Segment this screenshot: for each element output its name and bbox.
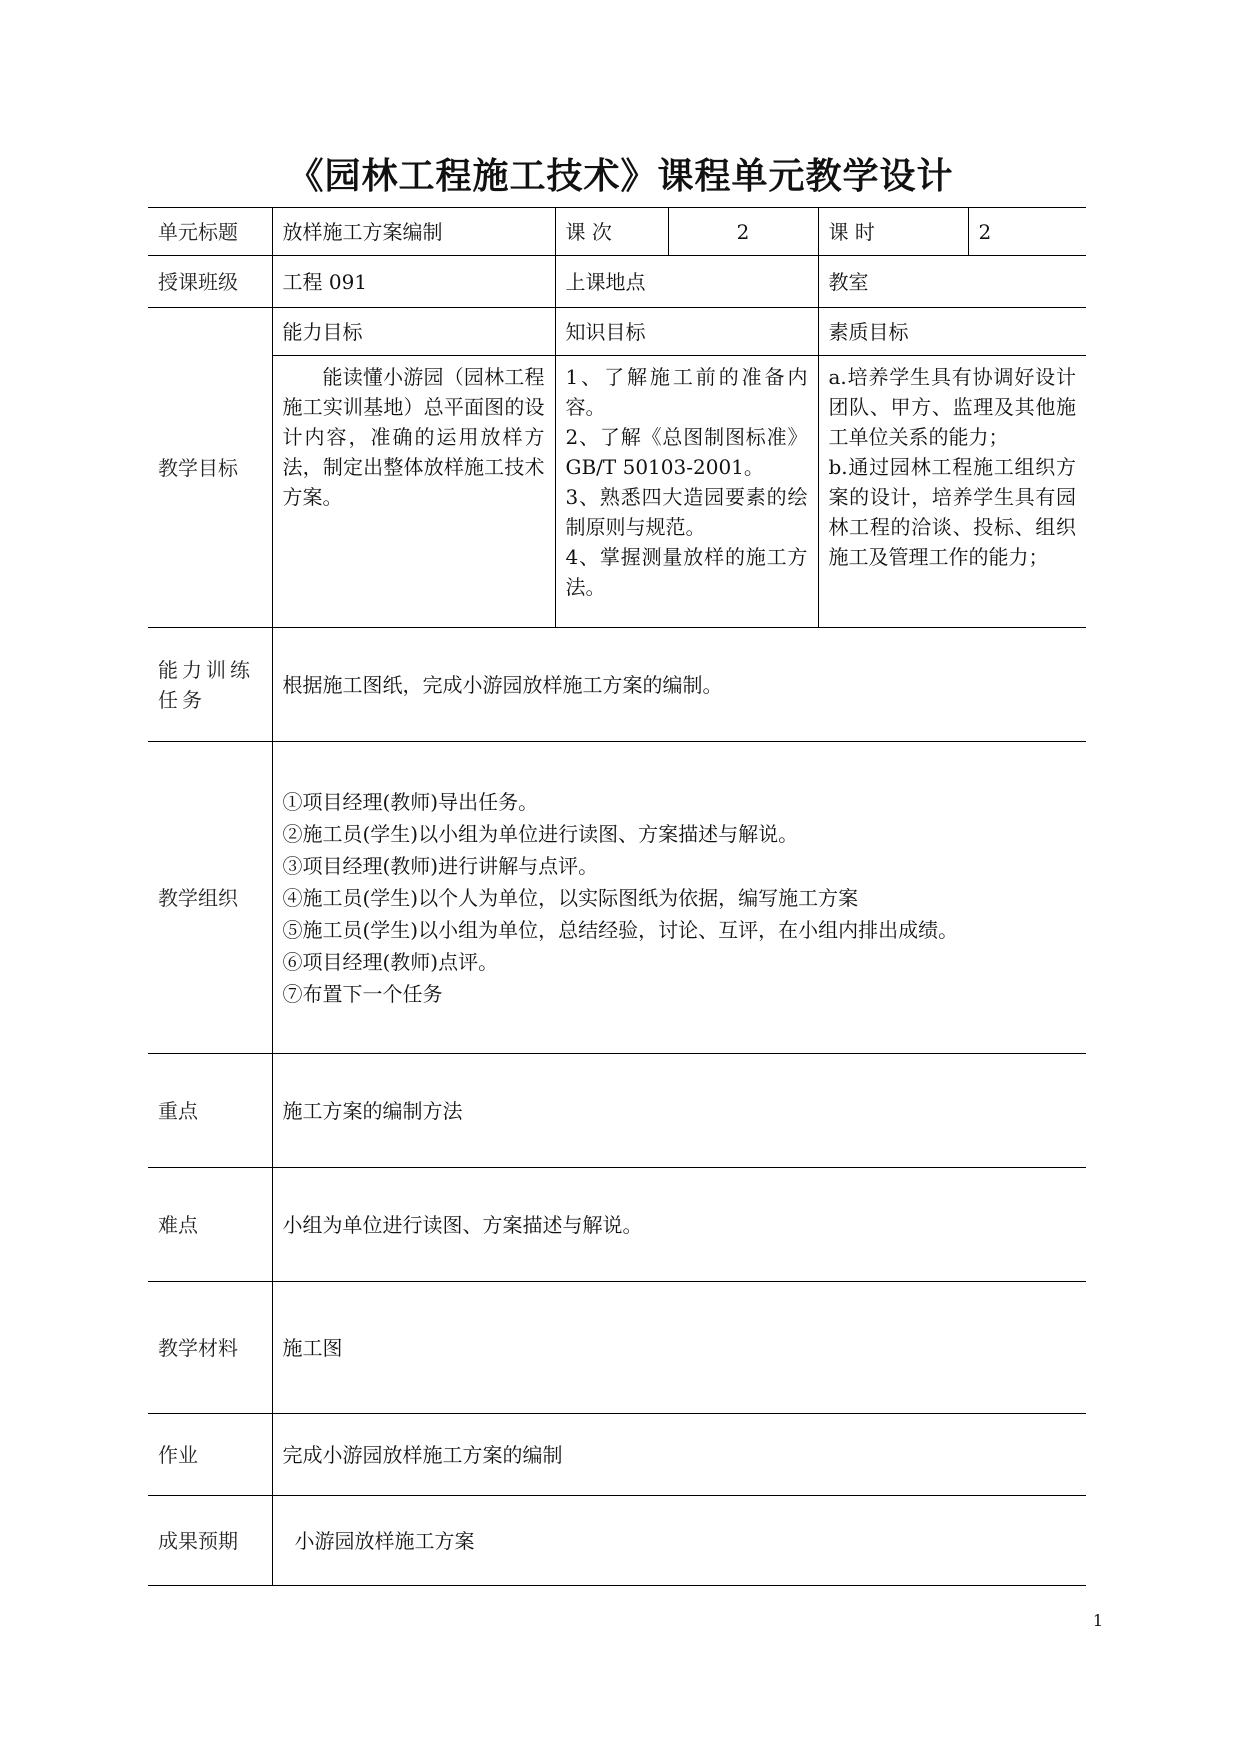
quality-goal-item: b.通过园林工程施工组织方案的设计，培养学生具有园林工程的洽谈、投标、组织施工及管理工作的能力； <box>828 455 1076 569</box>
page-title: 《园林工程施工技术》课程单元教学设计 <box>287 156 954 197</box>
difficulty-label: 难点 <box>148 1168 272 1282</box>
organization-step: ①项目经理(教师)导出任务。 <box>282 789 539 814</box>
knowledge-goal-header: 知识目标 <box>555 308 818 356</box>
homework-value: 完成小游园放样施工方案的编制 <box>272 1414 1086 1496</box>
session-label: 课 次 <box>555 208 668 256</box>
organization-step: ④施工员(学生)以个人为单位，以实际图纸为依据，编写施工方案 <box>282 885 859 910</box>
ability-goal-header: 能力目标 <box>272 308 555 356</box>
lesson-design-table <box>148 207 1086 1586</box>
organization-step: ⑤施工员(学生)以小组为单位，总结经验，讨论、互评，在小组内排出成绩。 <box>282 917 959 942</box>
task-label: 能力训练任务 <box>148 628 272 742</box>
class-label: 授课班级 <box>148 256 272 308</box>
row-organization <box>148 742 1086 1054</box>
organization-step: ③项目经理(教师)进行讲解与点评。 <box>282 853 599 878</box>
organization-step: ②施工员(学生)以小组为单位进行读图、方案描述与解说。 <box>282 821 799 846</box>
organization-label: 教学组织 <box>148 742 272 1054</box>
hours-label: 课 时 <box>818 208 968 256</box>
outcome-value: 小游园放样施工方案 <box>272 1496 1086 1586</box>
outcome-label: 成果预期 <box>148 1496 272 1586</box>
quality-goal-header: 素质目标 <box>818 308 1086 356</box>
knowledge-goal-item: 3、熟悉四大造园要素的绘制原则与规范。 <box>565 485 808 539</box>
row-materials <box>148 1282 1086 1414</box>
session-value: 2 <box>668 208 818 256</box>
row-goal-contents <box>148 356 1086 628</box>
row-difficulty <box>148 1168 1086 1282</box>
location-value: 教室 <box>818 256 1086 308</box>
difficulty-value: 小组为单位进行读图、方案描述与解说。 <box>272 1168 1086 1282</box>
organization-step: ⑥项目经理(教师)点评。 <box>282 949 499 974</box>
location-label: 上课地点 <box>555 256 818 308</box>
knowledge-goal-item: 2、了解《总图制图标准》GB/T 50103-2001。 <box>565 425 808 479</box>
knowledge-goal-item: 4、掌握测量放样的施工方法。 <box>565 545 808 599</box>
class-value: 工程 091 <box>272 256 555 308</box>
row-homework <box>148 1414 1086 1496</box>
row-outcome <box>148 1496 1086 1586</box>
organization-step: ⑦布置下一个任务 <box>282 981 443 1006</box>
ability-goal-cell <box>272 356 555 628</box>
row-unit-title <box>148 208 1086 256</box>
row-key-point <box>148 1054 1086 1168</box>
knowledge-goal-cell <box>555 356 818 628</box>
unit-title-value: 放样施工方案编制 <box>272 208 555 256</box>
key-point-value: 施工方案的编制方法 <box>272 1054 1086 1168</box>
materials-label: 教学材料 <box>148 1282 272 1414</box>
row-task <box>148 628 1086 742</box>
materials-value: 施工图 <box>272 1282 1086 1414</box>
quality-goal-item: a.培养学生具有协调好设计团队、甲方、监理及其他施工单位关系的能力； <box>828 365 1076 449</box>
task-value: 根据施工图纸，完成小游园放样施工方案的编制。 <box>272 628 1086 742</box>
page-number: 1 <box>1092 1611 1103 1630</box>
organization-list <box>272 742 1086 1054</box>
goals-label: 教学目标 <box>148 308 272 628</box>
quality-goal-cell <box>818 356 1086 628</box>
knowledge-goal-item: 1、了解施工前的准备内容。 <box>565 365 808 419</box>
homework-label: 作业 <box>148 1414 272 1496</box>
key-point-label: 重点 <box>148 1054 272 1168</box>
row-class <box>148 256 1086 308</box>
ability-goal-text: 能读懂小游园（园林工程施工实训基地）总平面图的设计内容，准确的运用放样方法，制定出整体放样施工技术方案。 <box>282 365 545 509</box>
hours-value: 2 <box>968 208 1086 256</box>
row-goal-headers <box>148 308 1086 356</box>
unit-title-label: 单元标题 <box>148 208 272 256</box>
